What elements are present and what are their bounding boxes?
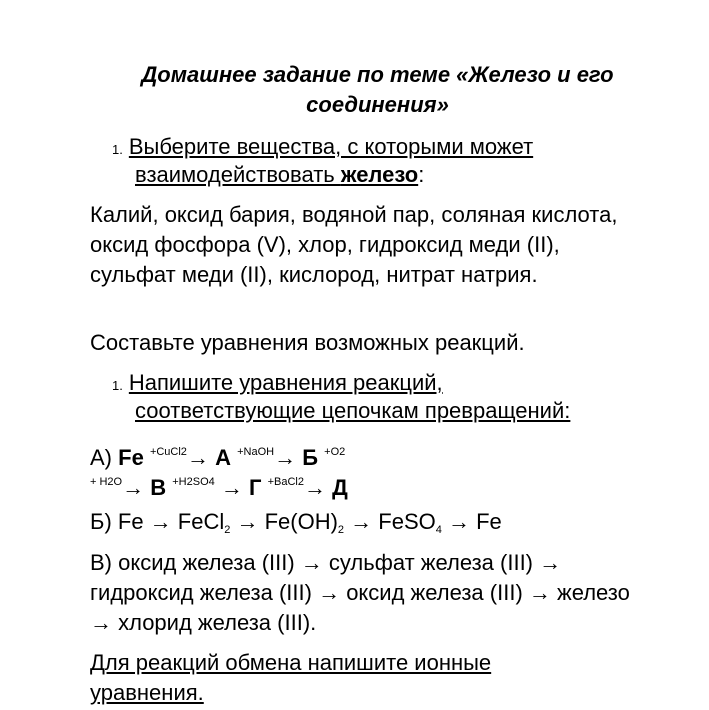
chain-b-sub-1: 2 xyxy=(224,524,231,536)
task-2-text: Напишите уравнения реакций, xyxy=(128,370,443,395)
arrow-icon: → xyxy=(304,475,326,500)
chain-a-substance-a: А xyxy=(215,445,231,470)
ionic-note: Для реакций обмена напишите ионные уравнения. xyxy=(90,650,492,705)
chain-a-substance-g: Г xyxy=(249,475,262,500)
task-2-number: 1. xyxy=(112,378,123,393)
task-1-colon: : xyxy=(418,162,425,187)
chain-a-reagent-2: +NaOH xyxy=(237,446,275,458)
task-2-text-2: соответствующие цепочкам превращений: xyxy=(135,398,571,423)
chain-a-line-2 xyxy=(90,467,348,503)
arrow-icon: → xyxy=(274,445,297,470)
chain-b-sub-2: 2 xyxy=(337,524,345,536)
arrow-icon: → xyxy=(220,475,243,500)
instruction: Составьте уравнения возможных реакций. xyxy=(90,330,525,355)
chain-b xyxy=(90,507,502,545)
arrow-icon: → xyxy=(186,445,209,470)
chain-b-sub-3: 4 xyxy=(435,524,442,536)
chain-a-substance-d: Д xyxy=(332,475,348,500)
task-1-text-2: взаимодействовать xyxy=(135,162,341,187)
chain-a-reagent-6: +BaCl2 xyxy=(267,476,304,488)
chain-a-reagent-1: +CuCl2 xyxy=(149,446,187,458)
task-2-line-2 xyxy=(135,397,570,424)
arrow-icon: → xyxy=(122,475,145,500)
chain-b-part-2: → Fe(OH) xyxy=(230,509,338,534)
chain-b-part-3: → FeSO xyxy=(344,509,436,534)
task-2-line-1 xyxy=(112,369,443,399)
chain-a-substance-v: В xyxy=(150,475,167,500)
chain-v: В) оксид железа (III) → сульфат железа (III) → гидроксид железа (III) → оксид железа (III) → железо → хлорид железа (III). xyxy=(90,550,630,635)
chain-a-reagent-3: +O2 xyxy=(324,446,346,458)
chain-b-part-1: Б) Fe → FeCl xyxy=(90,509,225,534)
task-1-line-1 xyxy=(112,133,533,163)
page-title: Домашнее задание по теме «Железо и его соединения» xyxy=(141,62,614,117)
chain-b-part-4: → Fe xyxy=(441,509,502,534)
chain-a-substance-b: Б xyxy=(302,445,319,470)
chain-a-reagent-4: + H2O xyxy=(90,476,123,488)
chain-a-fe: Fe xyxy=(118,445,144,470)
chain-a-reagent-5: +H2SO4 xyxy=(172,476,215,488)
task-1-keyword: железо xyxy=(340,162,419,187)
task-1-line-2 xyxy=(135,161,424,188)
substances-list: Калий, оксид бария, водяной пар, соляная кислота, оксид фосфора (V), хлор, гидроксид меди (II), сульфат меди (II), кислород, нитрат натрия. xyxy=(90,202,618,287)
task-1-number: 1. xyxy=(112,142,123,157)
task-1-text: Выберите вещества, с которыми может xyxy=(128,134,534,159)
chain-a-label: А) xyxy=(90,445,112,470)
